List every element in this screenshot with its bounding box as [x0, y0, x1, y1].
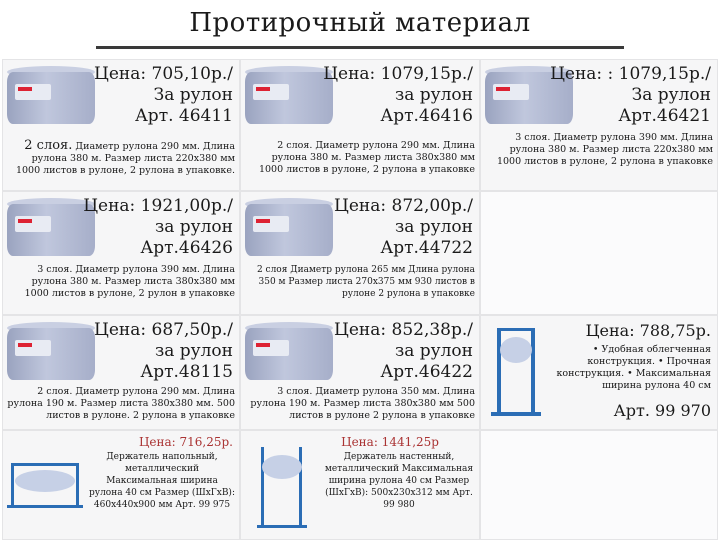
price-block: [94, 64, 233, 127]
article-label: Арт.48115: [140, 362, 233, 382]
wall-holder-image: [247, 441, 317, 531]
product-grid: [2, 59, 718, 540]
desc-text: Диаметр рулона 290 мм. Длина рулона 380 м. Размер листа 220х380 мм 1000 листов в рулоне, 2 рулона в упаковке.: [15, 141, 235, 176]
unit-label: за рулон: [154, 217, 233, 237]
unit-label: за рулон: [394, 341, 473, 361]
paper-roll-image: [245, 322, 333, 384]
price-label: Цена: : 1079,15р./: [550, 64, 711, 84]
price-label: Цена: 687,50р./: [94, 320, 233, 340]
unit-label: за рулон: [394, 85, 473, 105]
unit-label: За рулон: [153, 85, 233, 105]
article-block: [614, 400, 711, 421]
product-card: [240, 191, 480, 315]
price-block: [334, 320, 473, 383]
price-block: [323, 64, 473, 127]
product-card: [2, 315, 240, 430]
product-description: 2 слоя Диаметр рулона 265 мм Длина рулона 350 м Размер листа 270х375 мм 930 листов в рулоне 2 рулона в упаковке: [256, 265, 475, 299]
article-label: Арт.44722: [380, 238, 473, 258]
product-card: [480, 315, 718, 430]
article-label: Арт.46422: [380, 362, 473, 382]
price-label: Цена: 716,25р.: [138, 435, 233, 449]
article-label: Арт.46421: [618, 106, 711, 126]
paper-roll-image: [7, 322, 95, 384]
product-description: Держатель настенный, металлический Максимальная ширина рулона 40 см Размер (ШхГхВ): 500х230х312 мм Арт. 99 980: [324, 452, 474, 510]
product-card: [480, 59, 718, 191]
unit-label: за рулон: [154, 341, 233, 361]
product-card: [2, 430, 240, 540]
paper-roll-image: [7, 66, 95, 128]
floor-holder-image: [5, 453, 85, 513]
floor-stand-image: [487, 324, 545, 424]
price-block: [83, 196, 233, 259]
empty-cell: [480, 430, 718, 540]
price-block: [94, 320, 233, 383]
empty-cell: [480, 191, 718, 315]
product-description: Держатель напольный, металлический Максимальная ширина рулона 40 см Размер (ШхГхВ): 460х440х900 мм Арт. 99 975: [89, 452, 235, 510]
article-label: Арт. 99 970: [613, 401, 711, 420]
article-label: Арт.46416: [380, 106, 473, 126]
price-block: [586, 320, 711, 341]
product-card: [2, 191, 240, 315]
product-card: [240, 315, 480, 430]
product-description: [7, 140, 235, 177]
product-card: [240, 430, 480, 540]
price-label: Цена: 1441,25р: [341, 435, 439, 449]
price-label: Цена: 852,38р./: [334, 320, 473, 340]
price-label: Цена: 1921,00р./: [83, 196, 233, 216]
desc-lead: 2 слоя.: [24, 138, 73, 153]
article-label: Арт. 46411: [134, 106, 233, 126]
product-card: [2, 59, 240, 191]
title-rule: [96, 46, 624, 49]
product-description: 3 слоя. Диаметр рулона 390 мм. Длина рулона 380 м. Размер листа 380х380 мм 1000 листов в рулоне, 2 рулон в упаковке: [24, 264, 235, 299]
price-label: Цена: 705,10р./: [94, 64, 233, 84]
page-title: Протирочный материал: [189, 8, 531, 38]
price-label: Цена: 872,00р./: [334, 196, 473, 216]
price-label: Цена: 1079,15р./: [323, 64, 473, 84]
product-card: [240, 59, 480, 191]
price-block: [334, 196, 473, 259]
product-features: • Удобная облегченная конструкция. • Прочная конструкция. • Максимальная ширина рулона 40 см: [556, 344, 711, 391]
paper-roll-image: [245, 198, 333, 260]
price-block: [550, 64, 711, 127]
product-description: 3 слоя. Диаметр рулона 390 мм. Длина рулона 380 м. Размер листа 220х380 мм 1000 листов в рулоне, 2 рулона в упаковке: [496, 132, 713, 167]
product-description: 3 слоя. Диаметр рулона 350 мм. Длина рулона 190 м. Размер листа 380х380 мм 500 листов в рулоне 2 рулона в упаковке: [250, 386, 475, 421]
unit-label: за рулон: [394, 217, 473, 237]
article-label: Арт.46426: [140, 238, 233, 258]
price-label: Цена: 788,75р.: [585, 321, 711, 340]
unit-label: За рулон: [631, 85, 711, 105]
paper-roll-image: [245, 66, 333, 128]
product-description: 2 слоя. Диаметр рулона 290 мм. Длина рулона 380 м. Размер листа 380х380 мм 1000 листов в рулоне, 2 рулона в упаковке: [258, 140, 475, 175]
product-description: 2 слоя. Диаметр рулона 290 мм. Длина рулона 190 м. Размер листа 380х380 мм. 500 листов в рулоне. 2 рулона в упаковке: [7, 386, 235, 421]
paper-roll-image: [7, 198, 95, 260]
